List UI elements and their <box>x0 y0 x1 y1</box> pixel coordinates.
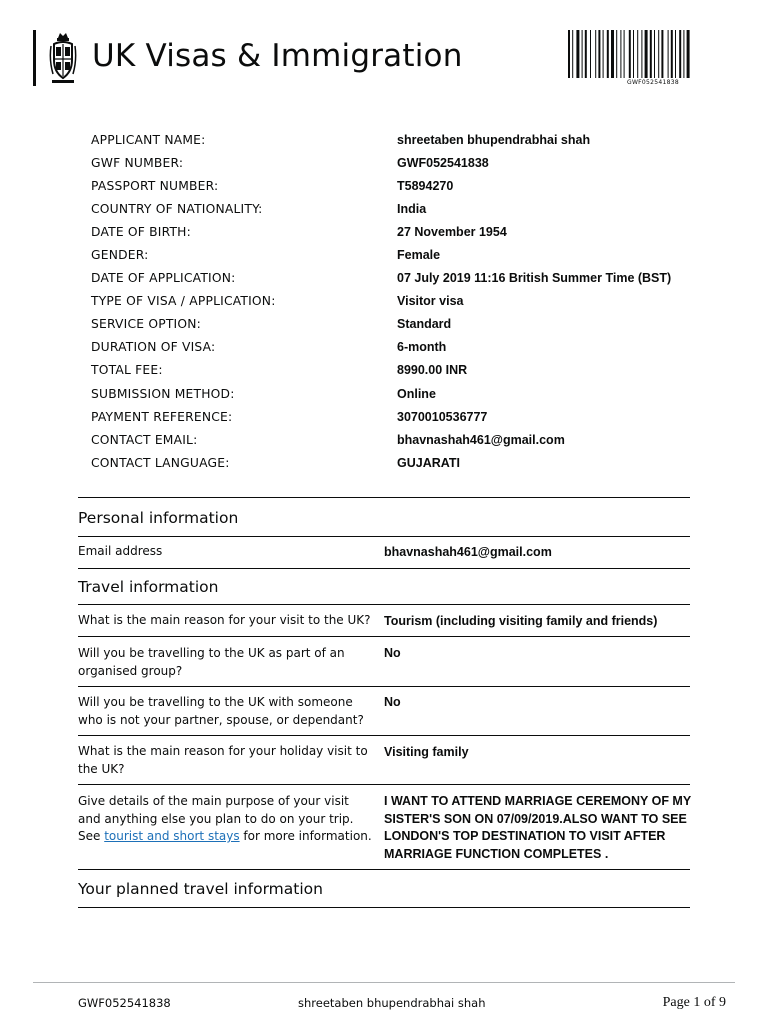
summary-value: 6-month <box>397 340 447 355</box>
summary-value: 8990.00 INR <box>397 363 468 378</box>
footer-applicant-name: shreetaben bhupendrabhai shah <box>298 996 486 1010</box>
section-divider <box>78 636 690 637</box>
summary-row <box>91 243 711 266</box>
app-title: UK Visas & Immigration <box>92 38 463 74</box>
summary-row <box>91 267 711 290</box>
summary-label: CONTACT LANGUAGE: <box>91 455 230 470</box>
summary-label: APPLICANT NAME: <box>91 132 206 147</box>
footer-divider <box>33 982 735 983</box>
tourist-short-stays-link[interactable]: tourist and short stays <box>104 829 240 843</box>
section-divider <box>78 536 690 537</box>
question-travel-companion: Will you be travelling to the UK with someone who is not your partner, spouse, or dependant? <box>78 695 364 727</box>
summary-value: shreetaben bhupendrabhai shah <box>397 132 591 147</box>
summary-value: Female <box>397 248 441 263</box>
answer-travel-companion: No <box>384 695 401 709</box>
summary-label: PAYMENT REFERENCE: <box>91 409 233 424</box>
summary-label: TYPE OF VISA / APPLICATION: <box>91 294 276 309</box>
summary-value: GUJARATI <box>397 455 460 470</box>
summary-row <box>91 290 711 313</box>
summary-label: DATE OF APPLICATION: <box>91 271 236 286</box>
summary-value: T5894270 <box>397 178 454 193</box>
section-divider <box>78 907 690 908</box>
barcode-icon <box>567 30 737 82</box>
summary-label: TOTAL FEE: <box>91 363 163 378</box>
summary-label: GENDER: <box>91 248 149 263</box>
question-visit-details-text: Give details of the main purpose of your visit and anything else you plan to do on your trip. See <box>78 794 354 843</box>
summary-row <box>91 428 711 451</box>
question-holiday-reason: What is the main reason for your holiday visit to the UK? <box>78 744 368 776</box>
section-divider <box>78 869 690 870</box>
question-main-reason: What is the main reason for your visit to the UK? <box>78 613 371 627</box>
summary-value: bhavnashah461@gmail.com <box>397 432 565 447</box>
summary-label: DATE OF BIRTH: <box>91 224 191 239</box>
summary-row <box>91 197 711 220</box>
summary-row <box>91 451 711 474</box>
summary-value: 27 November 1954 <box>397 224 507 239</box>
section-title-personal: Personal information <box>78 509 239 527</box>
summary-row <box>91 151 711 174</box>
summary-value: Standard <box>397 317 452 332</box>
answer-holiday-reason: Visiting family <box>384 745 469 759</box>
section-divider <box>78 604 690 605</box>
section-divider <box>78 497 690 498</box>
footer-gwf-number: GWF052541838 <box>78 996 171 1010</box>
answer-main-reason: Tourism (including visiting family and friends) <box>384 614 658 628</box>
summary-value: 07 July 2019 11:16 British Summer Time (BST) <box>397 271 672 286</box>
summary-label: SUBMISSION METHOD: <box>91 386 235 401</box>
section-divider <box>78 568 690 569</box>
section-divider <box>78 735 690 736</box>
answer-organised-group: No <box>384 646 401 660</box>
summary-label: CONTACT EMAIL: <box>91 432 198 447</box>
question-visit-details <box>78 793 374 846</box>
summary-row <box>91 359 711 382</box>
summary-label: PASSPORT NUMBER: <box>91 178 219 193</box>
section-title-travel: Travel information <box>78 578 219 596</box>
summary-value: India <box>397 201 427 216</box>
header-divider-bar <box>33 30 36 86</box>
question-organised-group: Will you be travelling to the UK as part of an organised group? <box>78 646 345 678</box>
answer-email: bhavnashah461@gmail.com <box>384 545 552 559</box>
royal-crest-icon <box>49 30 77 86</box>
summary-value: Online <box>397 386 436 401</box>
summary-label: COUNTRY OF NATIONALITY: <box>91 201 263 216</box>
summary-row <box>91 313 711 336</box>
answer-visit-details: I WANT TO ATTEND MARRIAGE CEREMONY OF MY SISTER'S SON ON 07/09/2019.ALSO WANT TO SEE LONDON'S TOP DESTINATION TO VISIT AFTER MARRIAGE FUNCTION COMPLETES . <box>384 794 691 861</box>
barcode-number: GWF052541838 <box>627 79 679 86</box>
question-email: Email address <box>78 544 163 558</box>
summary-label: SERVICE OPTION: <box>91 317 202 332</box>
summary-row <box>91 336 711 359</box>
summary-value: GWF052541838 <box>397 155 489 170</box>
page-number: Page 1 of 9 <box>662 995 726 1010</box>
section-title-planned-travel: Your planned travel information <box>78 880 323 898</box>
summary-label: GWF NUMBER: <box>91 155 184 170</box>
summary-label: DURATION OF VISA: <box>91 340 216 355</box>
summary-value: 3070010536777 <box>397 409 488 424</box>
summary-row <box>91 128 711 151</box>
summary-row <box>91 405 711 428</box>
question-visit-details-text-end: for more information. <box>239 829 372 843</box>
summary-row <box>91 220 711 243</box>
summary-row <box>91 382 711 405</box>
page-header <box>0 0 768 100</box>
application-summary <box>91 128 711 474</box>
summary-value: Visitor visa <box>397 294 464 309</box>
summary-row <box>91 174 711 197</box>
section-divider <box>78 686 690 687</box>
section-divider <box>78 784 690 785</box>
